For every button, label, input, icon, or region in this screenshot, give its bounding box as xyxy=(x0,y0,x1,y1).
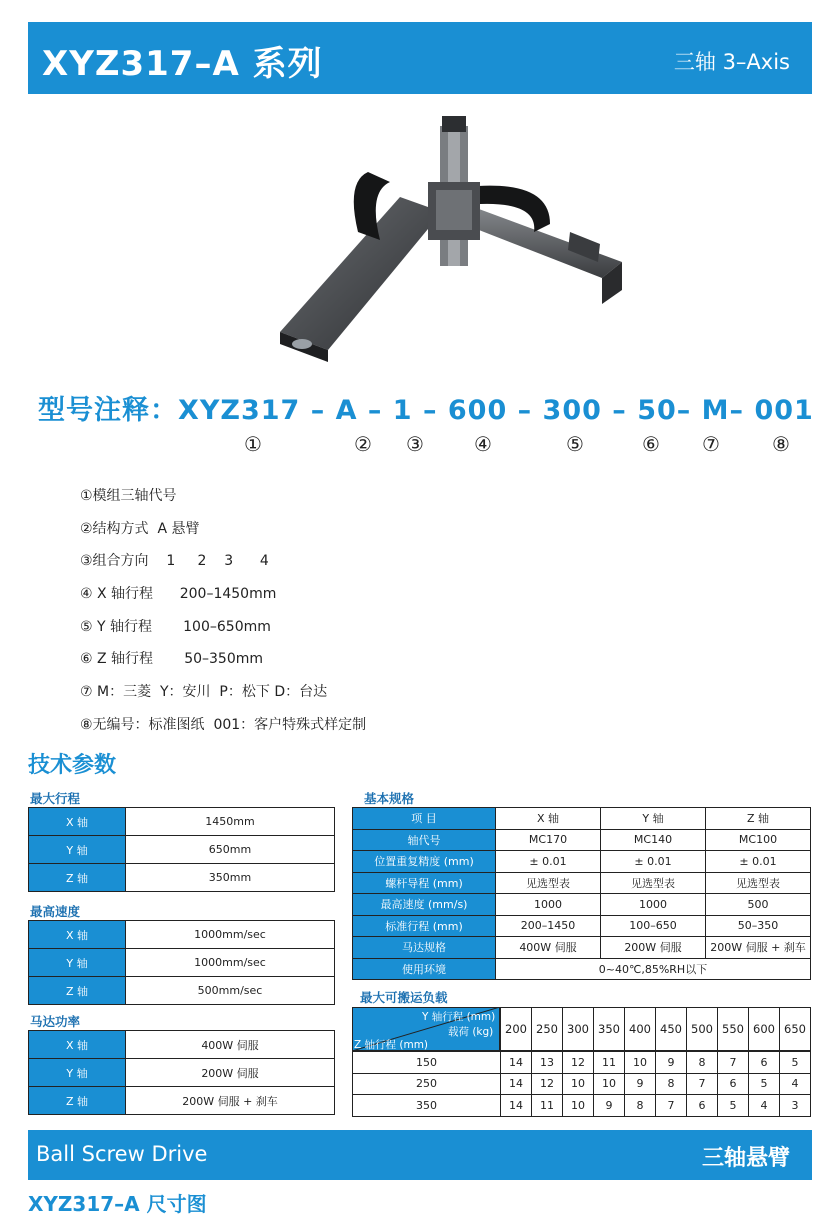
note-item: ⑥ Z 轴行程 50–350mm xyxy=(80,651,264,668)
series-subtitle: 三轴 3–Axis xyxy=(673,50,790,74)
model-marker: ⑧ xyxy=(772,432,790,456)
table-row xyxy=(353,872,811,894)
spec-value: ± 0.01 xyxy=(496,851,601,873)
note-item: ②结构方式 A 悬臂 xyxy=(80,520,200,537)
spec-label: 标准行程 (mm) xyxy=(353,915,496,937)
model-notes-list xyxy=(80,480,366,742)
column-header: Y 轴 xyxy=(601,808,706,830)
axis-value: 1000mm/sec xyxy=(126,949,335,977)
y-stroke-header: 400 xyxy=(625,1008,656,1051)
load-value: 6 xyxy=(718,1073,749,1095)
axis-label: Z 轴 xyxy=(29,977,126,1005)
spec-value: MC100 xyxy=(706,829,811,851)
spec-value: MC170 xyxy=(496,829,601,851)
spec-value: 1000 xyxy=(601,894,706,916)
corner-z-label: Z 轴行程 (mm) xyxy=(354,1039,429,1051)
load-value: 4 xyxy=(780,1073,811,1095)
footer-left-text: Ball Screw Drive xyxy=(36,1142,208,1166)
axis-value: 350mm xyxy=(126,864,335,892)
footer-banner xyxy=(28,1130,812,1180)
spec-value: 50–350 xyxy=(706,915,811,937)
column-header: X 轴 xyxy=(496,808,601,830)
load-value: 8 xyxy=(625,1095,656,1117)
axis-label: Y 轴 xyxy=(29,1059,126,1087)
load-value: 6 xyxy=(687,1095,718,1117)
table-row xyxy=(353,937,811,959)
corner-y-label: Y 轴行程 (mm) xyxy=(422,1011,496,1023)
note-item: ⑧无编号：标准图纸 001：客户特殊式样定制 xyxy=(80,716,367,733)
spec-value: ± 0.01 xyxy=(706,851,811,873)
table-row xyxy=(29,949,335,977)
load-value: 12 xyxy=(532,1073,563,1095)
table-row xyxy=(29,977,335,1005)
load-value: 9 xyxy=(625,1073,656,1095)
load-value: 5 xyxy=(749,1073,780,1095)
spec-value: 1000 xyxy=(496,894,601,916)
spec-value: 500 xyxy=(706,894,811,916)
load-value: 5 xyxy=(780,1052,811,1074)
axis-value: 200W 伺服 + 刹车 xyxy=(126,1087,335,1115)
load-value: 11 xyxy=(532,1095,563,1117)
axis-value: 500mm/sec xyxy=(126,977,335,1005)
table-header-row xyxy=(501,1008,811,1051)
axis-label: Z 轴 xyxy=(29,864,126,892)
table-row xyxy=(29,1087,335,1115)
load-value: 10 xyxy=(563,1073,594,1095)
axis-value: 200W 伺服 xyxy=(126,1059,335,1087)
note-item: ③组合方向 1 2 3 4 xyxy=(80,553,269,570)
spec-value: 0~40℃,85%RH以下 xyxy=(496,958,811,980)
motor-power-title: 马达功率 xyxy=(30,1014,81,1029)
column-header: Z 轴 xyxy=(706,808,811,830)
load-value: 10 xyxy=(594,1073,625,1095)
spec-value: 见选型表 xyxy=(706,872,811,894)
y-stroke-header: 550 xyxy=(718,1008,749,1051)
model-marker: ② xyxy=(354,432,372,456)
load-value: 8 xyxy=(656,1073,687,1095)
next-section-title: XYZ317–A 尺寸图 xyxy=(28,1192,207,1216)
load-value: 3 xyxy=(780,1095,811,1117)
axis-label: X 轴 xyxy=(29,1031,126,1059)
axis-value: 650mm xyxy=(126,836,335,864)
motor-power-table xyxy=(28,1030,335,1115)
model-marker: ⑦ xyxy=(702,432,720,456)
table-row xyxy=(29,808,335,836)
load-value: 10 xyxy=(625,1052,656,1074)
note-item: ④ X 轴行程 200–1450mm xyxy=(80,586,277,603)
tech-params-title: 技术参数 xyxy=(28,753,117,778)
table-row xyxy=(353,958,811,980)
load-value: 7 xyxy=(687,1073,718,1095)
z-stroke: 150 xyxy=(353,1052,501,1074)
table-row xyxy=(29,921,335,949)
max-travel-table xyxy=(28,807,335,892)
load-title: 最大可搬运负载 xyxy=(360,990,448,1005)
y-stroke-header: 300 xyxy=(563,1008,594,1051)
y-stroke-header: 350 xyxy=(594,1008,625,1051)
model-marker: ⑤ xyxy=(566,432,584,456)
axis-label: X 轴 xyxy=(29,921,126,949)
z-stroke: 350 xyxy=(353,1095,501,1117)
spec-label: 使用环境 xyxy=(353,958,496,980)
axis-value: 1450mm xyxy=(126,808,335,836)
spec-value: 400W 伺服 xyxy=(496,937,601,959)
table-row xyxy=(29,1031,335,1059)
load-table xyxy=(352,1007,812,1117)
spec-value: 见选型表 xyxy=(496,872,601,894)
load-value: 7 xyxy=(656,1095,687,1117)
spec-label: 轴代号 xyxy=(353,829,496,851)
table-row xyxy=(29,836,335,864)
basic-spec-table xyxy=(352,807,811,980)
column-header: 项 目 xyxy=(353,808,496,830)
series-title: XYZ317–A 系列 xyxy=(42,44,323,84)
load-value: 7 xyxy=(718,1052,749,1074)
footer-right-text: 三轴悬臂 xyxy=(701,1146,790,1171)
model-marker: ① xyxy=(244,432,262,456)
max-travel-title: 最大行程 xyxy=(30,791,81,806)
axis-value: 400W 伺服 xyxy=(126,1031,335,1059)
model-marker: ③ xyxy=(406,432,424,456)
y-stroke-header: 250 xyxy=(532,1008,563,1051)
table-row xyxy=(353,894,811,916)
axis-label: Y 轴 xyxy=(29,949,126,977)
z-stroke: 250 xyxy=(353,1073,501,1095)
table-row xyxy=(353,1052,811,1074)
model-marker: ⑥ xyxy=(642,432,660,456)
spec-label: 马达规格 xyxy=(353,937,496,959)
table-row xyxy=(353,829,811,851)
y-stroke-header: 600 xyxy=(749,1008,780,1051)
note-item: ①模组三轴代号 xyxy=(80,488,177,504)
load-value: 12 xyxy=(563,1052,594,1074)
note-item: ⑤ Y 轴行程 100–650mm xyxy=(80,618,271,635)
table-row xyxy=(29,864,335,892)
spec-value: 见选型表 xyxy=(601,872,706,894)
axis-label: Y 轴 xyxy=(29,836,126,864)
spec-value: 200–1450 xyxy=(496,915,601,937)
load-value: 14 xyxy=(501,1073,532,1095)
axis-value: 1000mm/sec xyxy=(126,921,335,949)
spec-label: 螺杆导程 (mm) xyxy=(353,872,496,894)
y-stroke-header: 650 xyxy=(780,1008,811,1051)
note-item: ⑦ M：三菱 Y：安川 P：松下 D：台达 xyxy=(80,684,328,701)
product-image xyxy=(250,112,630,372)
spec-value: MC140 xyxy=(601,829,706,851)
table-row xyxy=(353,1095,811,1117)
load-value: 4 xyxy=(749,1095,780,1117)
load-value: 8 xyxy=(687,1052,718,1074)
table-row xyxy=(353,1073,811,1095)
y-stroke-header: 200 xyxy=(501,1008,532,1051)
load-value: 9 xyxy=(656,1052,687,1074)
table-row xyxy=(353,851,811,873)
max-speed-table xyxy=(28,920,335,1005)
table-row xyxy=(29,1059,335,1087)
load-value: 14 xyxy=(501,1095,532,1117)
y-stroke-header: 450 xyxy=(656,1008,687,1051)
load-value: 13 xyxy=(532,1052,563,1074)
table-row xyxy=(353,915,811,937)
load-value: 9 xyxy=(594,1095,625,1117)
max-speed-title: 最高速度 xyxy=(30,904,81,919)
load-value: 5 xyxy=(718,1095,749,1117)
spec-value: ± 0.01 xyxy=(601,851,706,873)
spec-value: 100–650 xyxy=(601,915,706,937)
load-values-table xyxy=(352,1051,811,1117)
spec-value: 200W 伺服 + 刹车 xyxy=(706,937,811,959)
load-value: 14 xyxy=(501,1052,532,1074)
spec-label: 位置重复精度 (mm) xyxy=(353,851,496,873)
spec-label: 最高速度 (mm/s) xyxy=(353,894,496,916)
model-marker: ④ xyxy=(474,432,492,456)
y-stroke-header: 500 xyxy=(687,1008,718,1051)
load-value: 6 xyxy=(749,1052,780,1074)
axis-label: Z 轴 xyxy=(29,1087,126,1115)
table-header-row xyxy=(353,808,811,830)
spec-value: 200W 伺服 xyxy=(601,937,706,959)
header-banner xyxy=(28,22,812,94)
load-value: 11 xyxy=(594,1052,625,1074)
load-value: 10 xyxy=(563,1095,594,1117)
axis-label: X 轴 xyxy=(29,808,126,836)
model-code: 型号注释：XYZ317 – A – 1 – 600 – 300 – 50– M– 001 xyxy=(38,395,814,426)
load-stroke-header xyxy=(500,1007,811,1051)
basic-spec-title: 基本规格 xyxy=(364,791,415,806)
corner-load-label: 载荷 (kg) xyxy=(448,1026,494,1038)
